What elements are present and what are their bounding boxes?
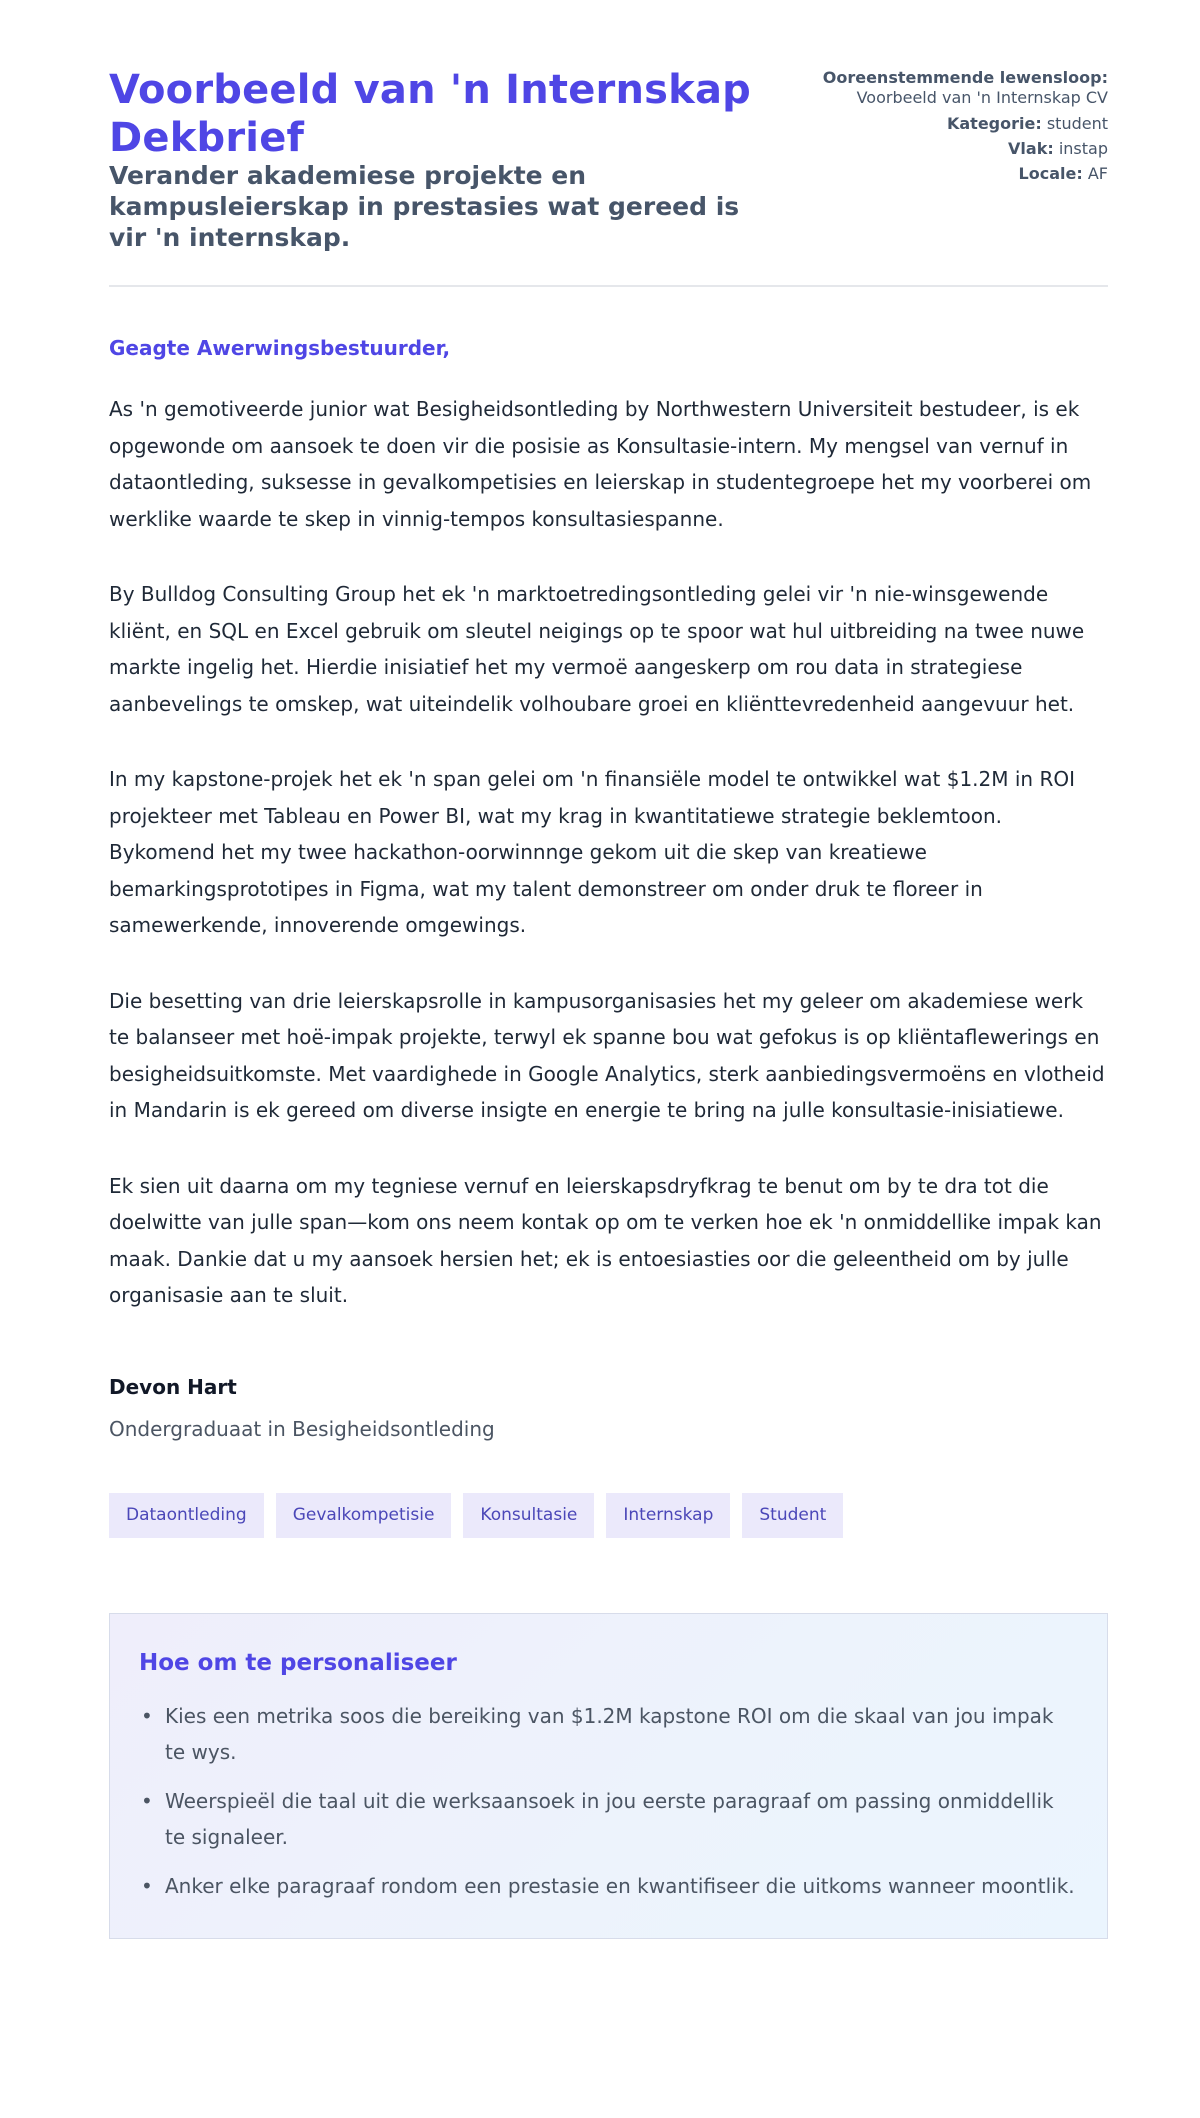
meta-level-label: Vlak: [1008,139,1054,158]
letter-paragraph: As 'n gemotiveerde junior wat Besigheidsontleding by Northwestern Universiteit bestudeer, is ek opgewonde om aansoek te doen vir die posisie as Konsultasie-intern. My mengsel van vernuf in dataontleding, suksesse in gevalkompetisies en leierskap in studentegroepe het my voorberei om werklike waarde te skep in vinnig-tempos konsultasiespanne. [109,397,1092,531]
meta-matching-resume-value: Voorbeeld van 'n Internskap CV [856,88,1108,107]
meta-locale-value: AF [1087,164,1108,183]
tip-item [139,1868,1077,1904]
tag-list [109,1493,1108,1538]
header-title-block [109,66,769,253]
tag-konsultasie[interactable]: Konsultasie [463,1493,594,1538]
page-title: Voorbeeld van 'n Internskap Dekbrief [109,67,751,161]
header-divider [109,285,1108,287]
tip-text: Anker elke paragraaf rondom een prestasie en kwantifiseer die uitkoms wanneer moontlik. [165,1873,1075,1898]
bullet-icon: • [141,1788,153,1813]
signature-block [109,1374,1108,1442]
salutation: Geagte Awerwingsbestuurder, [109,336,451,360]
letter-paragraphs [109,391,1109,1314]
tips-title: Hoe om te personaliseer [139,1649,457,1676]
tag-gevalkompetisie[interactable]: Gevalkompetisie [276,1493,452,1538]
signature-name: Devon Hart [109,1374,237,1399]
tag-internskap[interactable]: Internskap [606,1493,730,1538]
meta-locale [818,164,1108,184]
tip-text: Weerspieël die taal uit die werksaansoek in jou eerste paragraaf om passing onmiddellik te signaleer. [165,1788,1054,1849]
letter-body [109,335,1108,1442]
tip-item [139,1698,1077,1770]
meta-level [818,139,1108,159]
meta-category [818,114,1108,134]
page-header [109,66,1108,253]
bullet-icon: • [141,1873,153,1898]
letter-paragraph: By Bulldog Consulting Group het ek 'n marktoetredingsontleding gelei vir 'n nie-winsgewende kliënt, en SQL en Excel gebruik om sleutel neigings op te spoor wat hul uitbreiding na twee nuwe markte ingelig het. Hierdie inisiatief het my vermoë aangeskerp om rou data in strategiese aanbevelings te omskep, wat uiteindelik volhoubare groei en kliënttevredenheid aangevuur het. [109,582,1085,716]
meta-category-label: Kategorie: [946,114,1042,133]
signature-title: Ondergraduaat in Besigheidsontleding [109,1416,495,1441]
tips-list [139,1698,1077,1904]
meta-locale-label: Locale: [1018,164,1083,183]
meta-info [818,66,1108,189]
meta-level-value: instap [1058,139,1108,158]
letter-paragraph: Ek sien uit daarna om my tegniese vernuf en leierskapsdryfkrag te benut om by te dra tot die doelwitte van julle span—kom ons neem kontak op om te verken hoe ek 'n onmiddellike impak kan maak. Dankie dat u my aansoek hersien het; ek is entoesiasties oor die geleentheid om by julle organisasie aan te sluit. [109,1173,1102,1307]
tag-student[interactable]: Student [742,1493,843,1538]
personalize-tips-box [109,1613,1108,1939]
bullet-icon: • [141,1703,153,1728]
meta-category-value: student [1046,114,1108,133]
tag-dataontleding[interactable]: Dataontleding [109,1493,264,1538]
tip-text: Kies een metrika soos die bereiking van $1.2M kapstone ROI om die skaal van jou impak te wys. [165,1703,1054,1764]
meta-matching-resume [818,68,1108,108]
letter-paragraph: In my kapstone-projek het ek 'n span gelei om 'n finansiële model te ontwikkel wat $1.2M in ROI projekteer met Tableau en Power BI, wat my krag in kwantitatiewe strategie beklemtoon. Bykomend het my twee hackathon-oorwinnnge gekom uit die skep van kreatiewe bemarkingsprototipes in Figma, wat my talent demonstreer om onder druk te floreer in samewerkende, innoverende omgewings. [109,767,1076,937]
meta-matching-resume-label: Ooreenstemmende lewensloop: [822,68,1108,87]
letter-paragraph: Die besetting van drie leierskapsrolle in kampusorganisasies het my geleer om akademiese werk te balanseer met hoë-impak projekte, terwyl ek spanne bou wat gefokus is op kliëntaflewerings en besigheidsuitkomste. Met vaardighede in Google Analytics, sterk aanbiedingsvermoëns en vlotheid in Mandarin is ek gereed om diverse insigte en energie te bring na julle konsultasie-inisiatiewe. [109,988,1105,1122]
page-subtitle: Verander akademiese projekte en kampusleierskap in prestasies wat gereed is vir 'n internskap. [109,161,740,252]
tip-item [139,1783,1077,1855]
